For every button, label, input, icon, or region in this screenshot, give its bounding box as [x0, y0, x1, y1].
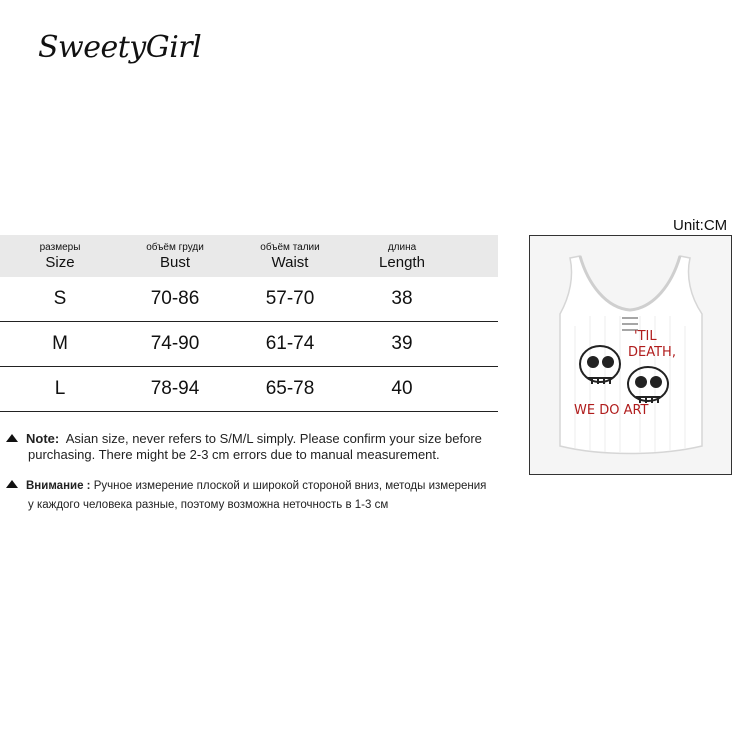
header-size: размеры Size: [39, 242, 81, 271]
print-text-line: WE DO ART: [574, 403, 649, 418]
cell-bust: 78-94: [150, 378, 200, 399]
product-image: [529, 235, 732, 475]
header-bust: объём груди Bust: [146, 242, 204, 271]
cell-size: M: [52, 333, 68, 354]
cell-length: 39: [391, 333, 413, 354]
tank-top-illustration: [530, 236, 731, 474]
size-table: [0, 235, 498, 412]
cell-length: 40: [391, 378, 413, 399]
cell-length: 38: [391, 288, 413, 309]
unit-label: Unit:CM: [673, 217, 728, 234]
table-row: [0, 277, 498, 322]
cell-bust: 74-90: [150, 333, 200, 354]
size-table-header: [0, 235, 498, 277]
triangle-icon: [6, 480, 18, 488]
cell-waist: 57-70: [265, 288, 315, 309]
cell-waist: 61-74: [265, 333, 315, 354]
print-text-line: DEATH,: [628, 345, 676, 360]
header-waist: объём талии Waist: [260, 242, 320, 271]
cell-size: S: [53, 288, 67, 309]
note-russian: Внимание : Ручное измерение плоской и широкой стороной вниз, методы измерения у каждого человека разные, поэтому возможна неточность в 1-3 см: [6, 478, 516, 513]
print-text-line: 'TIL: [634, 329, 657, 344]
triangle-icon: [6, 434, 18, 442]
table-row: [0, 367, 498, 412]
table-row: [0, 322, 498, 367]
cell-bust: 70-86: [150, 288, 200, 309]
header-length: длина Length: [379, 242, 425, 271]
note-english: Note: Asian size, never refers to S/M/L simply. Please confirm your size before purchasing. There might be 2-3 cm errors due to manual measurement.: [6, 431, 516, 463]
brand-logo: SweetyGirl: [38, 30, 202, 65]
cell-size: L: [54, 378, 66, 399]
cell-waist: 65-78: [265, 378, 315, 399]
